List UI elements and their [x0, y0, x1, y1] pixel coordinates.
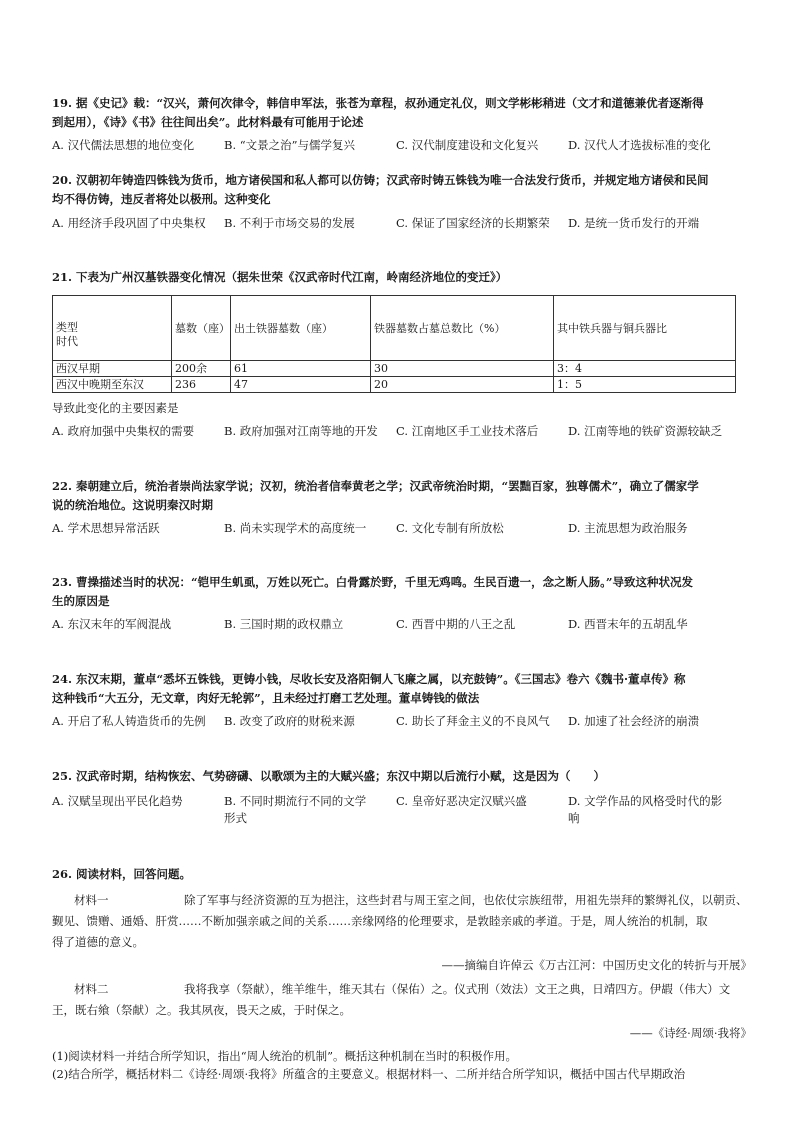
option-b[interactable]: B. 改变了政府的财税来源 [224, 714, 355, 728]
table-header-row [53, 296, 736, 361]
option-a[interactable]: A. 汉代儒法思想的地位变化 [52, 138, 195, 152]
table-row [53, 377, 736, 393]
material-1-label: 材料一 [74, 893, 109, 907]
option-a[interactable]: A. 汉赋呈现出平民化趋势 [52, 794, 183, 808]
material-1-source: ——摘编自许倬云《万古江河：中国历史文化的转折与开展》 [441, 958, 752, 972]
material-2-source: ——《诗经·周颂·我将》 [629, 1026, 752, 1040]
material-2-text: 我将我享（祭献），维羊维牛，维天其右（保佑）之。仪式刑（效法）文王之典，日靖四方。伊嘏（伟大）文 [184, 982, 731, 996]
question-20 [52, 171, 752, 235]
table-cell: 西汉早期 [53, 361, 172, 377]
question-21-lead: 导致此变化的主要因素是 [52, 401, 179, 415]
table-cell: 61 [231, 361, 371, 377]
corner-top-label: 类型 [56, 321, 78, 334]
header-cell: 出土铁器墓数（座） [231, 296, 371, 361]
material-1-line2: 觐见、馈赠、通婚、肝赏……不断加强亲戚之间的关系……亲缘网络的伦理要求，是敦睦亲戚的孝道。于是，周人统治的机制，取 [52, 914, 708, 928]
question-19-stem-line2: 到起用），《诗》《书》往往间出矣”。此材料最有可能用于论述 [52, 115, 364, 129]
question-24-stem-line2: 这种钱币“大五分，无文章，肉好无轮郭”，且未经过打磨工艺处理。董卓铸钱的做法 [52, 691, 480, 705]
iron-tomb-table [52, 295, 736, 393]
option-c[interactable]: C. 汉代制度建设和文化复兴 [396, 138, 539, 152]
material-2-line2: 王，既右飨（祭献）之。我其夙夜，畏天之威，于时保之。 [52, 1003, 351, 1017]
question-21-stem: 21. 下表为广州汉墓铁器变化情况（据朱世荣《汉武帝时代江南，岭南经济地位的变迁》） [52, 270, 508, 284]
question-26 [52, 865, 752, 1083]
option-d[interactable]: D. 加速了社会经济的崩溃 [568, 714, 700, 728]
option-a[interactable]: A. 开启了私人铸造货币的先例 [52, 714, 206, 728]
table-row [53, 361, 736, 377]
option-c[interactable]: C. 西晋中期的八王之乱 [396, 617, 516, 631]
question-19 [52, 94, 752, 157]
question-21-options [52, 423, 752, 443]
question-22-stem-line2: 说的统治地位。这说明秦汉时期 [52, 498, 213, 512]
question-19-options [52, 137, 752, 157]
question-24-stem-line1: 24. 东汉末期，董卓“悉坏五铢钱，更铸小钱，尽收长安及洛阳铜人飞廉之属，以充鼓铸”。《三国志》卷六《魏书·董卓传》称 [52, 672, 686, 686]
header-cell: 铁器墓数占墓总数比（%） [371, 296, 554, 361]
option-c[interactable]: C. 保证了国家经济的长期繁荣 [396, 216, 550, 230]
question-22 [52, 477, 752, 540]
subquestion-1: (1)阅读材料一并结合所学知识，指出“周人统治的机制”。概括这种机制在当时的积极作用。 [52, 1049, 518, 1063]
option-d[interactable]: D. 江南等地的铁矿资源较缺乏 [568, 424, 723, 438]
table-cell: 1：5 [554, 377, 736, 393]
table-cell: 西汉中晚期至东汉 [53, 377, 172, 393]
table-cell: 236 [172, 377, 231, 393]
question-19-stem-line1: 19. 据《史记》载：“汉兴，萧何次律令，韩信申军法，张苍为章程，叔孙通定礼仪，则文学彬彬稍进（文才和道德兼优者逐渐得 [52, 96, 704, 110]
option-d[interactable]: D. 西晋末年的五胡乱华 [568, 617, 688, 631]
question-23 [52, 573, 752, 636]
question-22-stem-line1: 22. 秦朝建立后，统治者崇尚法家学说；汉初，统治者信奉黄老之学；汉武帝统治时期，“罢黜百家，独尊儒术”，确立了儒家学 [52, 479, 699, 493]
table-cell: 20 [371, 377, 554, 393]
option-b[interactable]: B. 政府加强对江南等地的开发 [224, 424, 378, 438]
option-b[interactable]: B. “文景之治”与儒学复兴 [224, 138, 356, 152]
table-cell: 3：4 [554, 361, 736, 377]
question-25-stem: 25. 汉武帝时期，结构恢宏、气势磅礴、以歌颂为主的大赋兴盛；东汉中期以后流行小赋，这是因为（ ） [52, 769, 606, 783]
table-cell: 200余 [172, 361, 231, 377]
option-b[interactable]: B. 三国时期的政权鼎立 [224, 617, 344, 631]
question-24-options [52, 713, 752, 733]
question-23-stem-line1: 23. 曹操描述当时的状况：“铠甲生虮虱，万姓以死亡。白骨露於野，千里无鸡鸣。生民百遗一，念之断人肠。”导致这种状况发 [52, 575, 693, 589]
question-20-options [52, 215, 752, 235]
table-cell: 47 [231, 377, 371, 393]
option-b[interactable]: B. 不同时期流行不同的文学形式 [224, 794, 367, 825]
option-d[interactable]: D. 文学作品的风格受时代的影响 [568, 794, 723, 825]
header-cell: 墓数（座） [172, 296, 231, 361]
header-cell: 其中铁兵器与铜兵器比 [554, 296, 736, 361]
question-20-stem-line2: 均不得仿铸，违反者将处以极刑。这种变化 [52, 192, 271, 206]
option-a[interactable]: A. 政府加强中央集权的需要 [52, 424, 195, 438]
option-c[interactable]: C. 文化专制有所放松 [396, 521, 504, 535]
option-a[interactable]: A. 学术思想异常活跃 [52, 521, 160, 535]
question-20-stem-line1: 20. 汉朝初年铸造四铢钱为货币，地方诸侯国和私人都可以仿铸；汉武帝时铸五铢钱为唯一合法发行货币，并规定地方诸侯和民间 [52, 173, 709, 187]
question-21 [52, 268, 752, 443]
question-26-stem: 26. 阅读材料，回答问题。 [52, 867, 192, 881]
option-a[interactable]: A. 东汉末年的军阀混战 [52, 617, 172, 631]
subquestion-2: (2)结合所学，概括材料二《诗经·周颂·我将》所蕴含的主要意义。根据材料一、二所并结合所学知识，概括中国古代早期政治 [52, 1067, 686, 1081]
material-2-line1 [52, 979, 752, 1000]
question-23-stem-line2: 生的原因是 [52, 594, 110, 608]
question-22-options [52, 520, 752, 540]
material-1-line1 [52, 890, 752, 911]
option-d[interactable]: D. 汉代人才选拔标准的变化 [568, 138, 711, 152]
material-2-label: 材料二 [74, 982, 109, 996]
material-1-line3: 得了道德的意义。 [52, 935, 144, 949]
option-b[interactable]: B. 尚未实现学术的高度统一 [224, 521, 367, 535]
question-24 [52, 670, 752, 733]
material-1-text: 除了军事与经济资源的互为挹注，这些封君与周王室之间，也依仗宗族纽带，用祖先崇拜的繁缛礼仪，以朝贡、 [184, 893, 748, 907]
option-d[interactable]: D. 是统一货币发行的开端 [568, 216, 700, 230]
question-25-options [52, 793, 752, 829]
corner-bottom-label: 时代 [56, 335, 78, 348]
option-a[interactable]: A. 用经济手段巩固了中央集权 [52, 216, 206, 230]
option-d[interactable]: D. 主流思想为政治服务 [568, 521, 688, 535]
table-corner-cell [53, 296, 172, 361]
option-c[interactable]: C. 皇帝好恶决定汉赋兴盛 [396, 794, 527, 808]
option-b[interactable]: B. 不利于市场交易的发展 [224, 216, 355, 230]
option-c[interactable]: C. 江南地区手工业技术落后 [396, 424, 539, 438]
question-23-options [52, 616, 752, 636]
question-25 [52, 767, 752, 829]
option-c[interactable]: C. 助长了拜金主义的不良风气 [396, 714, 550, 728]
table-cell: 30 [371, 361, 554, 377]
